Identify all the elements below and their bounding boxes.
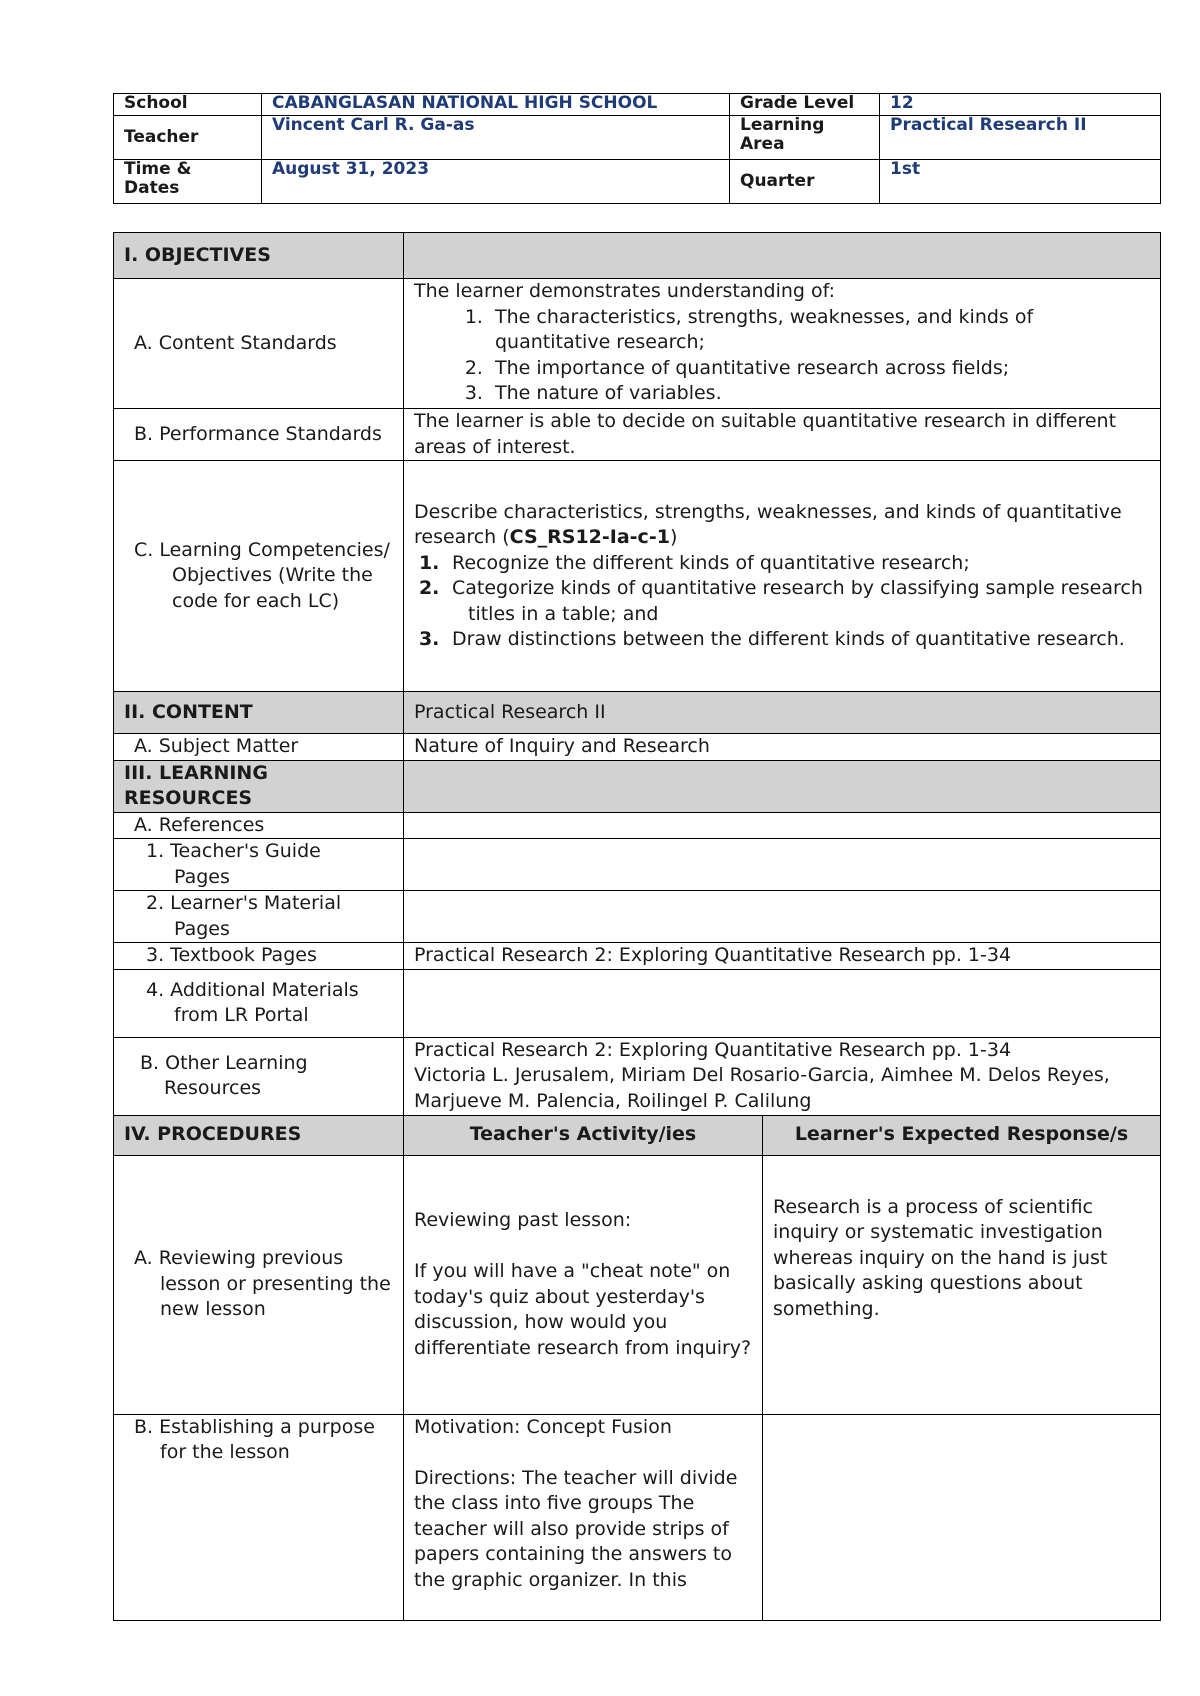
lesson-plan-table <box>113 232 1161 1621</box>
grade-level-value: 12 <box>880 94 1161 116</box>
list-item: 2. Categorize kinds of quantitative research by classifying sample research titles in a table; and <box>446 576 1150 627</box>
objectives-heading: I. OBJECTIVES <box>114 233 404 279</box>
procedure-row-a <box>114 1155 1161 1414</box>
procedure-a-teacher-1: Reviewing past lesson: <box>414 1209 632 1231</box>
other-resources-row <box>114 1037 1161 1115</box>
teachers-guide-label: 1. Teacher's Guide Pages <box>146 840 321 888</box>
content-header-row <box>114 692 1161 734</box>
quarter-value: 1st <box>880 160 1161 204</box>
objectives-header-row <box>114 233 1161 279</box>
other-resources-label: B. Other Learning Resources <box>140 1051 308 1099</box>
learners-material-label: 2. Learner's Material Pages <box>146 892 342 940</box>
subject-matter-label: A. Subject Matter <box>134 735 299 757</box>
procedure-b-teacher-1: Motivation: Concept Fusion <box>414 1415 672 1438</box>
learners-material-row <box>114 891 1161 943</box>
performance-standards-label: B. Performance Standards <box>134 422 382 445</box>
list-item: 3. Draw distinctions between the different kinds of quantitative research. <box>446 627 1150 653</box>
learning-area-value: Practical Research II <box>880 116 1161 160</box>
grade-level-label: Grade Level <box>730 94 880 116</box>
teacher-activity-heading: Teacher's Activity/ies <box>404 1115 763 1155</box>
performance-standards-text: The learner is able to decide on suitable quantitative research in different areas of interest. <box>404 409 1161 461</box>
procedures-header-row <box>114 1115 1161 1155</box>
procedures-heading: IV. PROCEDURES <box>114 1115 404 1155</box>
other-resources-line2: Victoria L. Jerusalem, Miriam Del Rosario-Garcia, Aimhee M. Delos Reyes, Marjueve M. Palencia, Roilingel P. Calilung <box>414 1064 1110 1112</box>
subject-matter-row <box>114 734 1161 761</box>
competency-intro: Describe characteristics, strengths, weaknesses, and kinds of quantitative research ( <box>414 500 1122 548</box>
content-standards-intro: The learner demonstrates understanding of: <box>414 280 836 302</box>
teacher-value: Vincent Carl R. Ga-as <box>262 116 730 160</box>
school-label: School <box>114 94 262 116</box>
learning-competencies-row <box>114 461 1161 692</box>
procedure-a-teacher-2: If you will have a "cheat note" on today's quiz about yesterday's discussion, how would you differentiate research from inquiry? <box>414 1260 752 1359</box>
procedure-a-label: A. Reviewing previous lesson or presenting the new lesson <box>134 1247 391 1321</box>
competency-list <box>414 551 1150 653</box>
additional-materials-label: 4. Additional Materials from LR Portal <box>146 978 359 1026</box>
list-item: 1. Recognize the different kinds of quantitative research; <box>446 551 1150 577</box>
textbook-row <box>114 943 1161 970</box>
resources-header-row <box>114 760 1161 812</box>
procedure-b-label: B. Establishing a purpose for the lesson <box>134 1415 375 1463</box>
school-value: CABANGLASAN NATIONAL HIGH SCHOOL <box>262 94 730 116</box>
procedure-row-b <box>114 1414 1161 1620</box>
learner-response-heading: Learner's Expected Response/s <box>763 1115 1161 1155</box>
time-dates-value: August 31, 2023 <box>262 160 730 204</box>
other-resources-line1: Practical Research 2: Exploring Quantitative Research pp. 1-34 <box>414 1038 1012 1061</box>
content-standards-label: A. Content Standards <box>134 331 337 354</box>
list-item: 2. The importance of quantitative research across fields; <box>489 356 1150 382</box>
teacher-label: Teacher <box>114 116 262 160</box>
procedure-a-learner: Research is a process of scientific inquiry or systematic investigation whereas inquiry on the hand is just basically asking questions about something. <box>773 1195 1108 1320</box>
additional-materials-row <box>114 969 1161 1037</box>
references-label: A. References <box>134 813 265 836</box>
content-standards-row <box>114 279 1161 409</box>
performance-standards-row <box>114 409 1161 461</box>
textbook-value: Practical Research 2: Exploring Quantitative Research pp. 1-34 <box>404 943 1161 970</box>
competency-code: CS_RS12-Ia-c-1 <box>509 526 670 548</box>
list-item: 3. The nature of variables. <box>489 381 1150 407</box>
procedure-b-teacher-2: Directions: The teacher will divide the class into five groups The teacher will also provide strips of papers containing the answers to the graphic organizer. In this <box>414 1466 738 1591</box>
references-row <box>114 812 1161 839</box>
competency-close: ) <box>669 526 678 548</box>
content-heading-value: Practical Research II <box>404 692 1161 734</box>
quarter-label: Quarter <box>730 160 880 204</box>
resources-heading: III. LEARNING RESOURCES <box>114 760 404 812</box>
subject-matter-value: Nature of Inquiry and Research <box>404 734 1161 761</box>
learning-competencies-label: C. Learning Competencies/ Objectives (Write the code for each LC) <box>134 538 390 612</box>
header-table <box>113 93 1161 204</box>
time-dates-label: Time & Dates <box>114 160 262 204</box>
textbook-label: 3. Textbook Pages <box>146 944 317 966</box>
list-item: 1. The characteristics, strengths, weaknesses, and kinds of quantitative research; <box>489 305 1150 356</box>
content-standards-list <box>414 305 1150 407</box>
teachers-guide-row <box>114 839 1161 891</box>
content-heading: II. CONTENT <box>114 692 404 734</box>
learning-area-label: Learning Area <box>730 116 880 160</box>
